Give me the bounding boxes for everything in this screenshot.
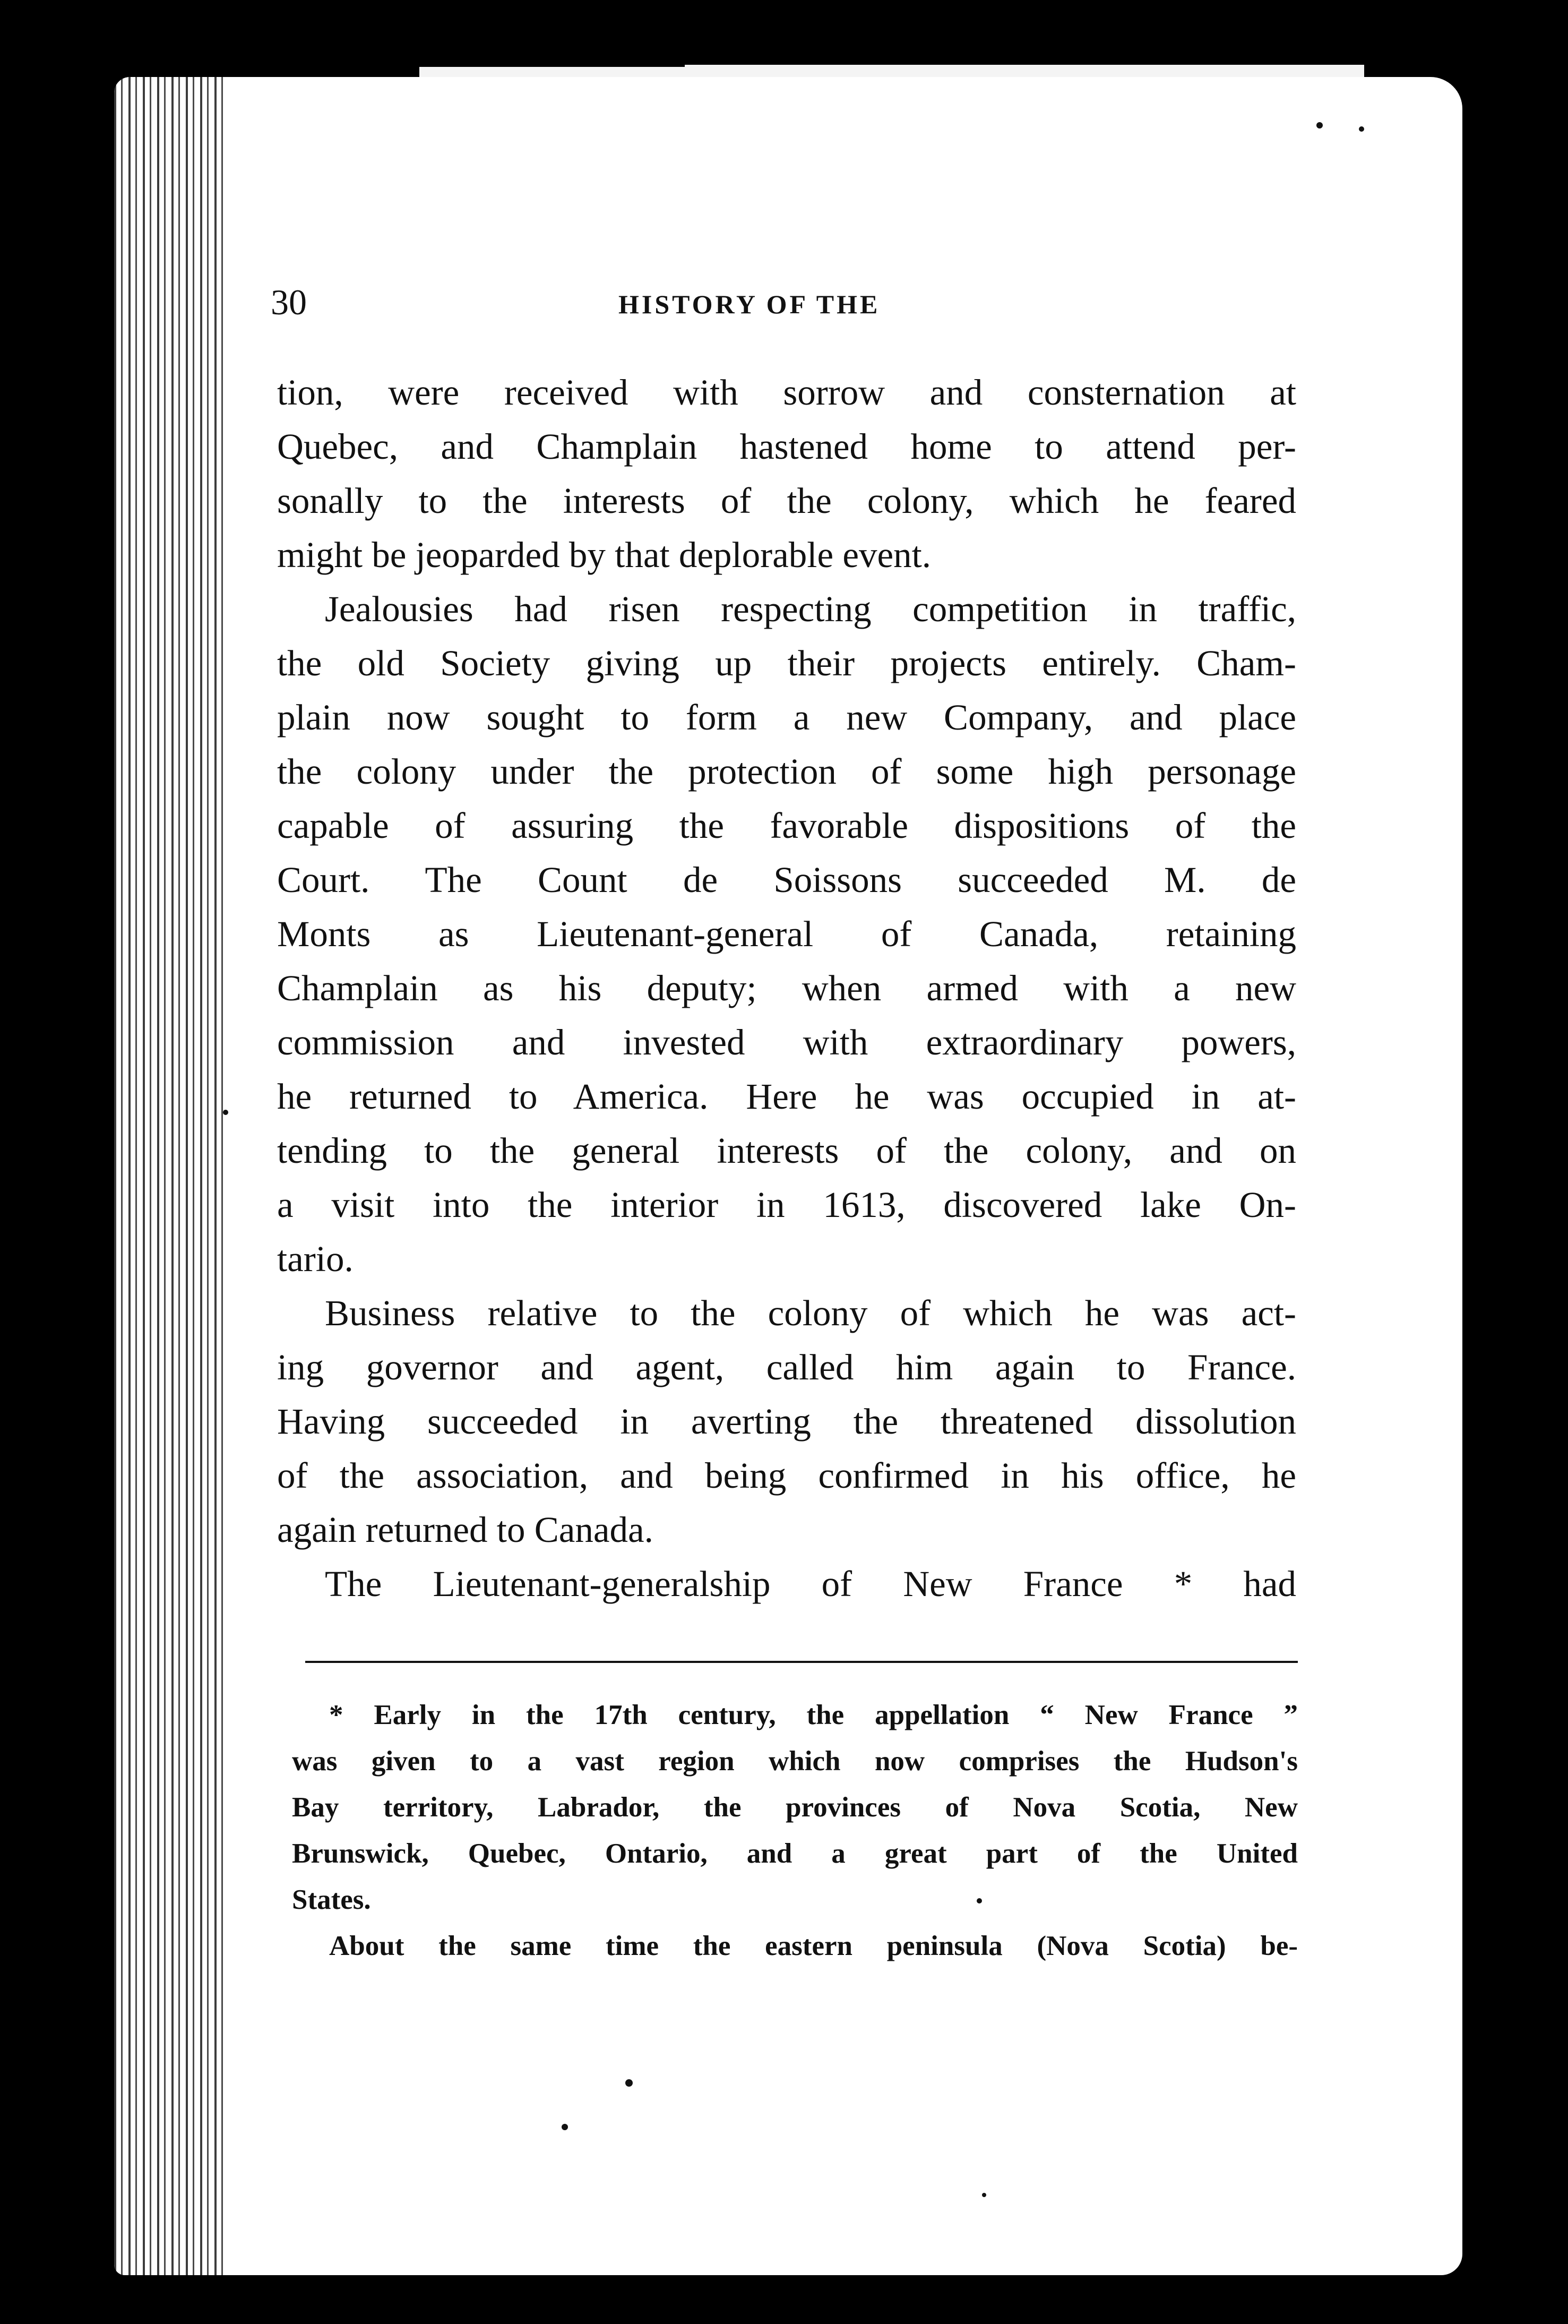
ink-speck [1316,122,1323,128]
text-line: sonally to the interests of the colony, which he feared [277,481,1296,521]
ink-speck [562,2124,568,2130]
footnote-line: States. [292,1884,371,1915]
text-line: a visit into the interior in 1613, discovered lake On- [277,1185,1296,1225]
ink-speck [977,1898,982,1903]
page-top-edge-inner [685,65,1364,71]
text-line: again returned to Canada. [277,1510,653,1550]
text-line: The Lieutenant-generalship of New France * had [325,1564,1296,1604]
text-line: Monts as Lieutenant-general of Canada, retaining [277,914,1296,954]
ink-speck [1359,126,1364,132]
ink-speck [625,2079,633,2087]
footnote-line: was given to a vast region which now comprises the Hudson's [292,1746,1298,1777]
text-line: tion, were received with sorrow and consternation at [277,372,1296,413]
text-line: the old Society giving up their projects entirely. Cham- [277,643,1296,683]
text-line: Champlain as his deputy; when armed with a new [277,968,1296,1008]
text-line: Having succeeded in averting the threatened dissolution [277,1401,1296,1442]
text-line: commission and invested with extraordinary powers, [277,1022,1296,1062]
text-line: Quebec, and Champlain hastened home to attend per- [277,426,1296,467]
footnote-rule [305,1661,1298,1663]
text-line: Business relative to the colony of which he was act- [325,1293,1296,1333]
text-line: capable of assuring the favorable dispositions of the [277,805,1296,846]
running-head [271,281,1067,324]
ink-speck [223,1110,228,1115]
running-title: HISTORY OF THE [618,289,881,319]
page-gutter-edges [114,77,226,2275]
body-text [277,365,1296,1611]
footnote-line: Brunswick, Quebec, Ontario, and a great part of the United [292,1838,1298,1869]
text-line: tending to the general interests of the colony, and on [277,1130,1296,1171]
footnote [292,1692,1298,1969]
footnote-line: Bay territory, Labrador, the provinces of Nova Scotia, New [292,1792,1298,1823]
text-line: Jealousies had risen respecting competition in traffic, [325,589,1296,629]
text-line: might be jeoparded by that deplorable event. [277,535,931,575]
ink-speck [982,2193,986,2197]
text-line: tario. [277,1239,354,1279]
text-line: Court. The Count de Soissons succeeded M. de [277,860,1296,900]
text-line: he returned to America. Here he was occupied in at- [277,1076,1296,1117]
text-line: of the association, and being confirmed in his office, he [277,1455,1296,1496]
page-number: 30 [271,282,307,322]
text-line: the colony under the protection of some high personage [277,751,1296,792]
footnote-line: * Early in the 17th century, the appellation “ New France ” [329,1700,1298,1730]
footnote-line: About the same time the eastern peninsula (Nova Scotia) be- [329,1931,1298,1961]
text-line: ing governor and agent, called him again to France. [277,1347,1296,1387]
text-line: plain now sought to form a new Company, and place [277,697,1296,737]
